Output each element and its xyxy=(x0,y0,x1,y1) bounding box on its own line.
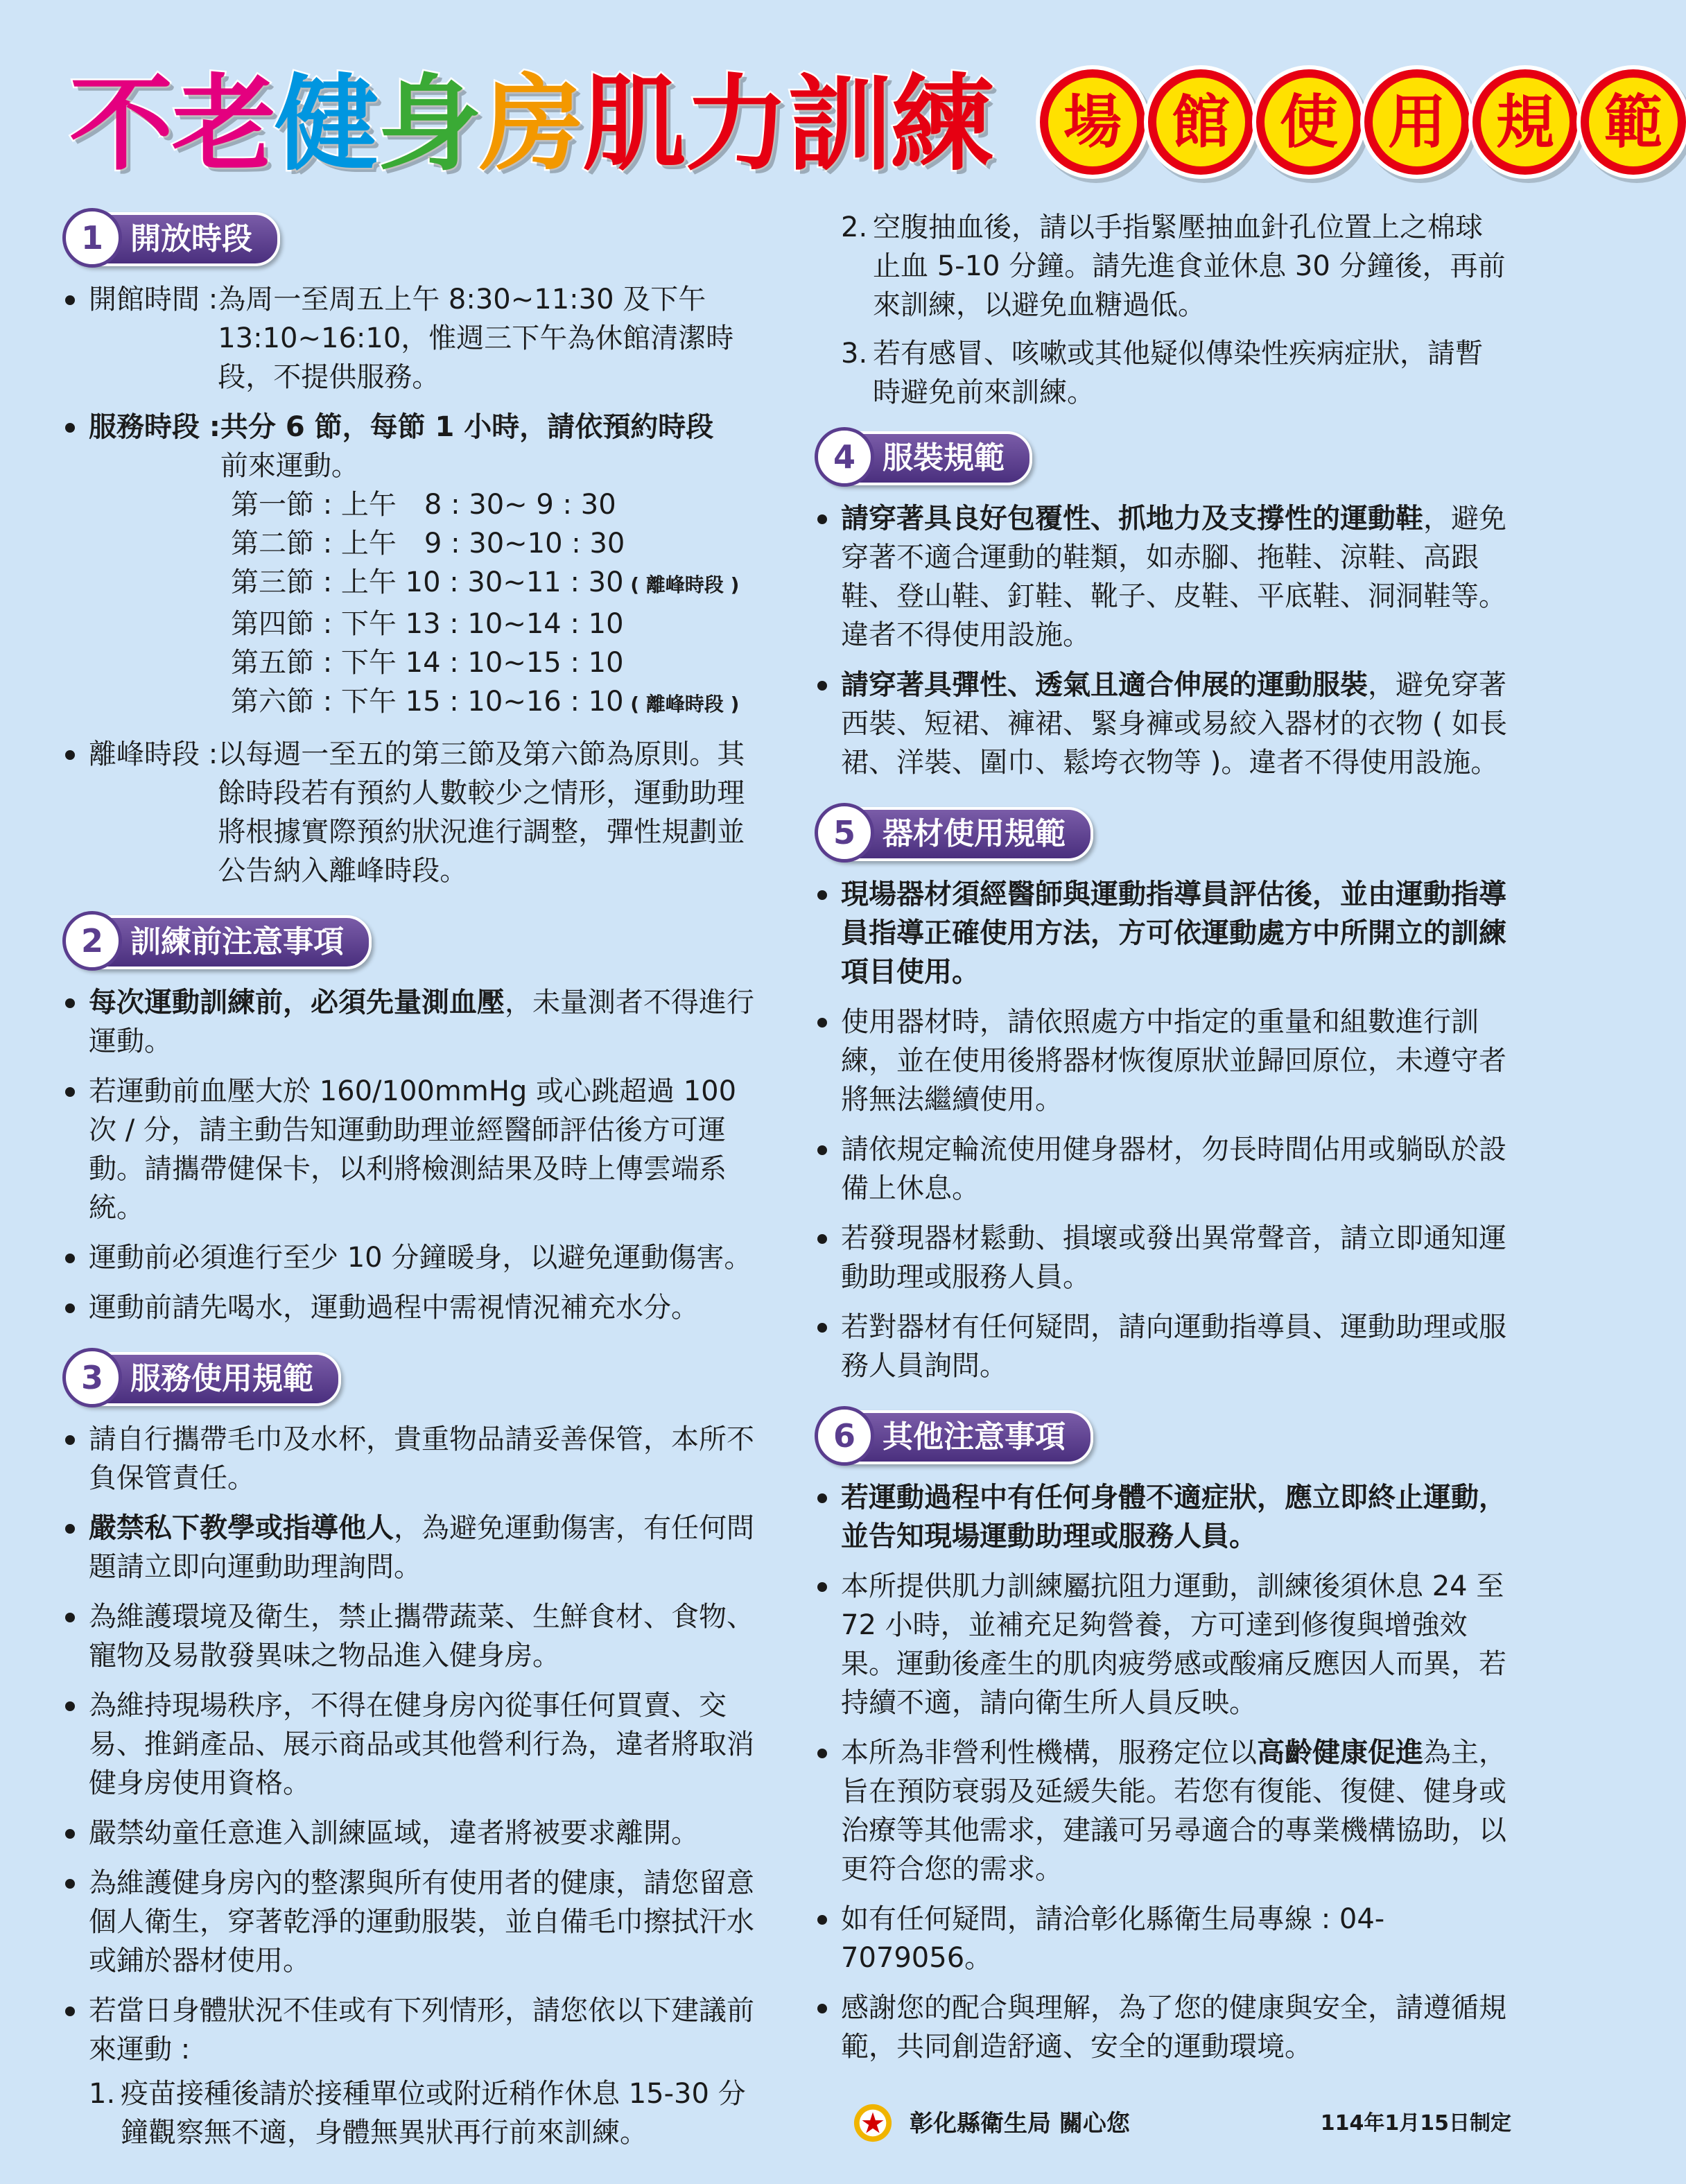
section-6-list xyxy=(815,1478,1508,2066)
title-char: 訓 xyxy=(788,64,889,185)
session-text: 第六節 : 下午 15 : 10~16 : 10 xyxy=(231,686,624,718)
section-4-list xyxy=(815,499,1508,782)
section-5-list xyxy=(815,875,1508,1385)
section-title: 開放時段 xyxy=(67,212,280,266)
list-item xyxy=(62,735,763,890)
session-row xyxy=(231,524,763,563)
list-item: 若運動前血壓大於 160/100mmHg 或心跳超過 100 次 / 分，請主動告知運動助理並經醫師評估後方可運動。請攜帶健保卡，以利將檢測結果及時上傳雲端系統。 xyxy=(62,1072,763,1227)
service-text-bold: 共分 6 節，每節 1 小時，請依預約時段 xyxy=(220,411,714,443)
list-item: 為維持現場秩序，不得在健身房內從事任何買賣、交易、推銷產品、展示商品或其他營利行為，違者將取消健身房使用資格。 xyxy=(62,1686,763,1803)
title-bar xyxy=(69,55,1662,194)
section-5-header xyxy=(815,803,1508,861)
list-item: 如有任何疑問，請洽彰化縣衛生局專線 : 04-7079056。 xyxy=(815,1900,1508,1977)
title-char: 肌 xyxy=(582,64,684,185)
list-item: 請依規定輪流使用健身器材，勿長時間佔用或躺臥於設備上休息。 xyxy=(815,1130,1508,1208)
section-title: 服務使用規範 xyxy=(67,1352,341,1406)
session-row xyxy=(231,563,763,605)
numbered-item: 3. 若有感冒、咳嗽或其他疑似傳染性疾病症狀，請暫時避免前來訓練。 xyxy=(841,338,1483,408)
numbered-item: 1. 疫苗接種後請於接種單位或附近稍作休息 15-30 分鐘觀察無不適，身體無異狀再行前來訓練。 xyxy=(89,2078,746,2149)
item-text: ，為避免運動傷害，有任何問題請立即向運動助理詢問。 xyxy=(89,1512,754,1583)
list-item: 本所提供肌力訓練屬抗阻力運動，訓練後須休息 24 至 72 小時，並補充足夠營養，方可達到修復與增強效果。運動後產生的肌肉疲勞感或酸痛反應因人而異，若持續不適，請向衛生所人員反映。 xyxy=(815,1567,1508,1722)
health-bureau-emblem-icon xyxy=(853,2103,893,2143)
list-item: 運動前必須進行至少 10 分鐘暖身，以避免運動傷害。 xyxy=(62,1238,763,1277)
list-item: 運動前請先喝水，運動過程中需視情況補充水分。 xyxy=(62,1288,763,1327)
item-bold: 每次運動訓練前，必須先量測血壓 xyxy=(89,987,505,1019)
section-number: 2 xyxy=(62,911,122,971)
list-item: 若對器材有任何疑問，請向運動指導員、運動助理或服務人員詢問。 xyxy=(815,1308,1508,1385)
venue-rules-char: 館 xyxy=(1148,69,1253,175)
section-number: 4 xyxy=(815,427,874,487)
venue-rules-char: 用 xyxy=(1364,69,1470,175)
item-text: 若當日身體狀況不佳或有下列情形，請您依以下建議前來運動 : xyxy=(89,1995,754,2065)
venue-rules-char: 規 xyxy=(1472,69,1578,175)
title-char: 健 xyxy=(275,64,376,185)
item-text: ，避免穿著西裝、短裙、褲裙、緊身褲或易絞入器材的衣物 ( 如長裙、洋裝、圍巾、鬆垮衣物等 )。違者不得使用設施。 xyxy=(841,669,1508,779)
item-text: 若有感冒、咳嗽或其他疑似傳染性疾病症狀，請暫時避免前來訓練。 xyxy=(873,338,1483,408)
main-title xyxy=(69,62,993,187)
list-item xyxy=(815,499,1508,655)
section-title: 訓練前注意事項 xyxy=(67,915,372,969)
item-text: 疫苗接種後請於接種單位或附近稍作休息 15-30 分鐘觀察無不適，身體無異狀再行前來訓練。 xyxy=(121,2078,746,2149)
section-title: 其他注意事項 xyxy=(819,1410,1093,1464)
item-text: 本所為非營利性機構，服務定位以 xyxy=(841,1737,1257,1769)
section-2-list xyxy=(62,983,763,1327)
session-text: 第一節 : 上午 8 : 30~ 9 : 30 xyxy=(231,489,616,521)
list-item: 請自行攜帶毛巾及水杯，貴重物品請妥善保管，本所不負保管責任。 xyxy=(62,1420,763,1498)
list-item xyxy=(62,1509,763,1586)
title-char: 練 xyxy=(890,64,992,185)
list-item: 為維護健身房內的整潔與所有使用者的健康，請您留意個人衛生，穿著乾淨的運動服裝，並自備毛巾擦拭汗水或鋪於器材使用。 xyxy=(62,1864,763,1980)
session-row xyxy=(231,485,763,524)
session-text: 第二節 : 上午 9 : 30~10 : 30 xyxy=(231,528,625,560)
session-row xyxy=(231,682,763,724)
venue-rules-char: 使 xyxy=(1256,69,1362,175)
item-bold: 嚴禁私下教學或指導他人 xyxy=(89,1512,394,1544)
section-number: 5 xyxy=(815,803,874,863)
numbered-list-continued xyxy=(841,208,1508,412)
section-3-header xyxy=(62,1348,763,1406)
numbered-item: 2. 空腹抽血後，請以手指緊壓抽血針孔位置上之棉球止血 5-10 分鐘。請先進食並休息 30 分鐘後，再前來訓練，以避免血糖過低。 xyxy=(841,211,1506,321)
venue-rules-char: 範 xyxy=(1581,69,1686,175)
item-text: ，避免穿著不適合運動的鞋類，如赤腳、拖鞋、涼鞋、高跟鞋、登山鞋、釘鞋、靴子、皮鞋、平底鞋、洞洞鞋等。違者不得使用設施。 xyxy=(841,503,1506,651)
numbered-list xyxy=(89,2074,763,2152)
list-item: 若運動過程中有任何身體不適症狀，應立即終止運動，並告知現場運動助理或服務人員。 xyxy=(815,1478,1508,1556)
right-column xyxy=(815,208,1508,2087)
section-4-header xyxy=(815,427,1508,485)
footer-care-text: 彰化縣衛生局 關心您 xyxy=(910,2110,1130,2138)
list-item: 為維護環境及衛生，禁止攜帶蔬菜、生鮮食材、食物、寵物及易散發異味之物品進入健身房。 xyxy=(62,1597,763,1675)
list-item xyxy=(62,280,763,397)
item-text: 空腹抽血後，請以手指緊壓抽血針孔位置上之棉球止血 5-10 分鐘。請先進食並休息 30 分鐘後，再前來訓練，以避免血糖過低。 xyxy=(873,211,1506,321)
list-item xyxy=(815,1733,1508,1889)
title-char: 力 xyxy=(685,64,787,185)
item-text: ，未量測者不得進行運動。 xyxy=(89,987,754,1057)
section-6-header xyxy=(815,1406,1508,1464)
list-item: 感謝您的配合與理解，為了您的健康與安全，請遵循規範，共同創造舒適、安全的運動環境。 xyxy=(815,1988,1508,2066)
section-number: 6 xyxy=(815,1406,874,1466)
left-column xyxy=(62,208,763,2173)
offpeak-tag: ( 離峰時段 ) xyxy=(623,693,740,716)
item-text: 為主，旨在預防衰弱及延緩失能。若您有復能、復健、健身或治療等其他需求，建議可另尋適合的專業機構協助，以更符合您的需求。 xyxy=(841,1737,1506,1885)
list-item: 嚴禁幼童任意進入訓練區域，違者將被要求離開。 xyxy=(62,1814,763,1853)
section-title: 服裝規範 xyxy=(819,431,1032,485)
service-label: 服務時段 : xyxy=(89,411,220,443)
title-char: 身 xyxy=(377,64,479,185)
offpeak-text: 以每週一至五的第三節及第六節為原則。其餘時段若有預約人數較少之情形，運動助理將根據實際預約狀況進行調整，彈性規劃並公告納入離峰時段。 xyxy=(218,738,745,887)
list-item xyxy=(62,1991,763,2152)
section-1-list xyxy=(62,280,763,890)
footer-date: 114年1月15日制定 xyxy=(1320,2111,1511,2135)
list-item: 使用器材時，請依照處方中指定的重量和組數進行訓練，並在使用後將器材恢復原狀並歸回原位，未遵守者將無法繼續使用。 xyxy=(815,1003,1508,1119)
session-text: 第三節 : 上午 10 : 30~11 : 30 xyxy=(231,566,624,598)
title-char: 房 xyxy=(480,64,582,185)
list-item xyxy=(815,666,1508,782)
title-char: 不 xyxy=(69,64,171,185)
venue-rules-char: 場 xyxy=(1040,69,1145,175)
venue-rules-title xyxy=(1040,69,1686,175)
session-list xyxy=(89,485,763,724)
item-bold: 請穿著具良好包覆性、抓地力及支撐性的運動鞋 xyxy=(841,503,1423,535)
section-1-header xyxy=(62,208,763,266)
service-text-rest: 前來運動。 xyxy=(220,450,359,482)
offpeak-label: 離峰時段 : xyxy=(89,738,218,770)
section-number: 3 xyxy=(62,1348,122,1407)
section-2-header xyxy=(62,911,763,969)
session-text: 第五節 : 下午 14 : 10~15 : 10 xyxy=(231,647,624,679)
title-char: 老 xyxy=(172,64,274,185)
offpeak-tag: ( 離峰時段 ) xyxy=(623,573,740,596)
session-row xyxy=(231,605,763,643)
section-3-list xyxy=(62,1420,763,2152)
item-bold: 請穿著具彈性、透氣且適合伸展的運動服裝 xyxy=(841,669,1368,701)
list-item: 現場器材須經醫師與運動指導員評估後，並由運動指導員指導正確使用方法，方可依運動處方中所開立的訓練項目使用。 xyxy=(815,875,1508,991)
list-item xyxy=(62,408,763,724)
hours-label: 開館時間 : xyxy=(89,284,218,315)
session-text: 第四節 : 下午 13 : 10~14 : 10 xyxy=(231,608,624,640)
item-bold: 高齡健康促進 xyxy=(1257,1737,1423,1769)
list-item xyxy=(62,983,763,1061)
section-number: 1 xyxy=(62,208,122,268)
hours-text: 為周一至周五上午 8:30~11:30 及下午 13:10~16:10，惟週三下午為休館清潔時段，不提供服務。 xyxy=(218,284,734,393)
footer xyxy=(853,2099,1511,2148)
list-item: 若發現器材鬆動、損壞或發出異常聲音，請立即通知運動助理或服務人員。 xyxy=(815,1219,1508,1297)
section-title: 器材使用規範 xyxy=(819,807,1093,861)
session-row xyxy=(231,643,763,682)
